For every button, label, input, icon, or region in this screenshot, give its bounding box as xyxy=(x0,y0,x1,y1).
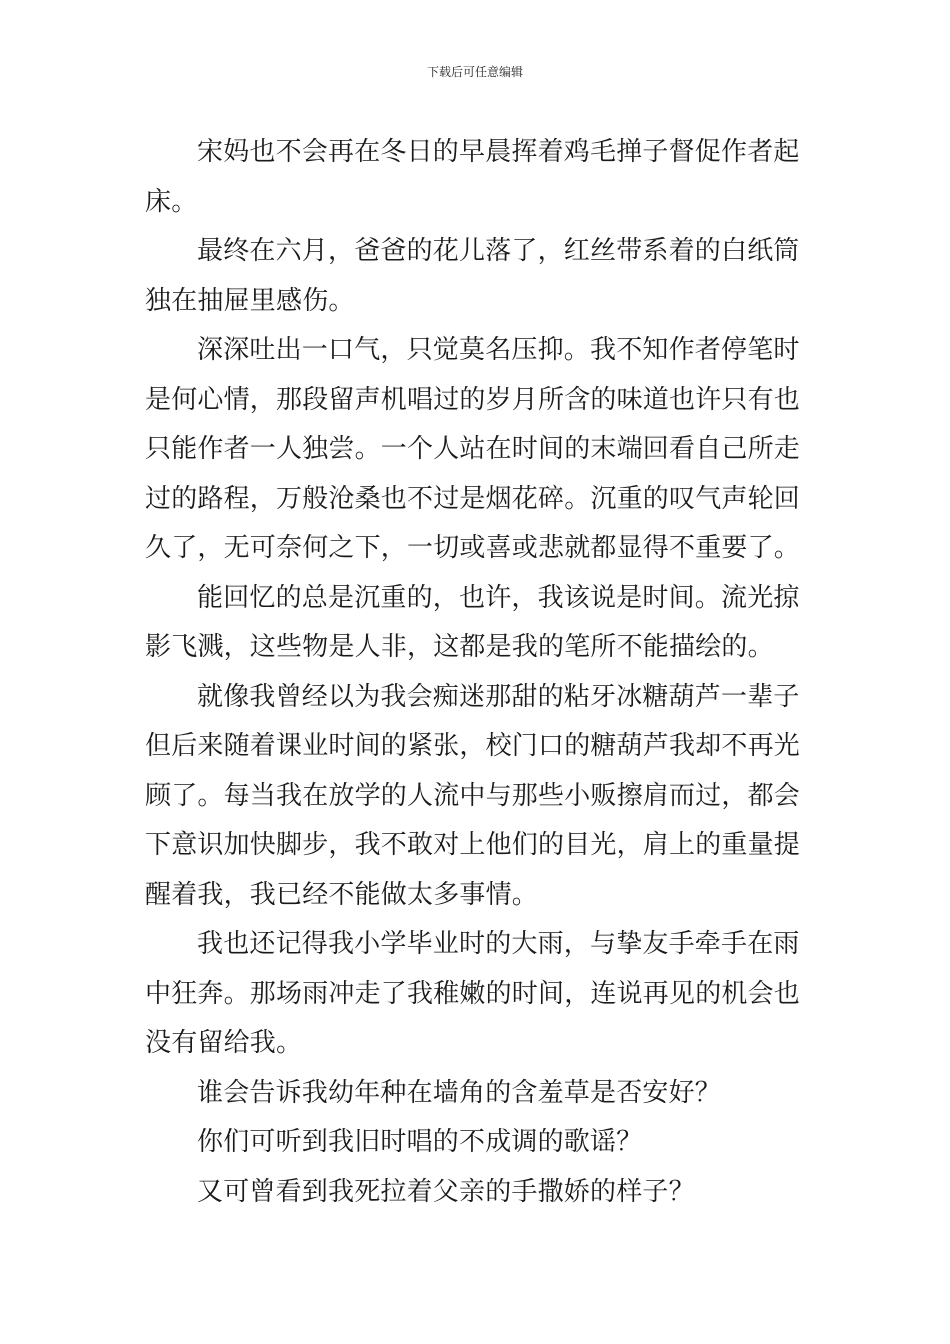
paragraph: 宋妈也不会再在冬日的早晨挥着鸡毛掸子督促作者起床。 xyxy=(145,137,800,217)
paragraph: 能回忆的总是沉重的，也许，我该说是时间。流光掠影飞溅，这些物是人非，这都是我的笔所不能描绘的。 xyxy=(145,582,800,662)
paragraph: 又可曾看到我死拉着父亲的手撒娇的样子？ xyxy=(197,1176,695,1207)
paragraph: 深深吐出一口气，只觉莫名压抑。我不知作者停笔时是何心情，那段留声机唱过的岁月所含的味道也许只有也只能作者一人独尝。一个人站在时间的末端回看自己所走过的路程，万般沧桑也不过是烟花碎。沉重的叹气声轮回久了，无可奈何之下，一切或喜或悲就都显得不重要了。 xyxy=(145,335,801,563)
paragraph: 就像我曾经以为我会痴迷那甜的粘牙冰糖葫芦一辈子但后来随着课业时间的紧张，校门口的糖葫芦我却不再光顾了。每当我在放学的人流中与那些小贩擦肩而过，都会下意识加快脚步，我不敢对上他们的目光，肩上的重量提醒着我，我已经不能做太多事情。 xyxy=(145,681,801,910)
paragraph: 谁会告诉我幼年种在墙角的含羞草是否安好？ xyxy=(197,1077,722,1108)
paragraph: 你们可听到我旧时唱的不成调的歌谣？ xyxy=(197,1127,643,1157)
body-text xyxy=(145,128,807,1217)
page-header: 下载后可任意编辑 xyxy=(426,65,523,79)
paragraph: 最终在六月，爸爸的花儿落了，红丝带系着的白纸筒独在抽屉里感伤。 xyxy=(145,236,800,316)
paragraph: 我也还记得我小学毕业时的大雨，与挚友手牵手在雨中狂奔。那场雨冲走了我稚嫩的时间，连说再见的机会也没有留给我。 xyxy=(145,929,801,1058)
